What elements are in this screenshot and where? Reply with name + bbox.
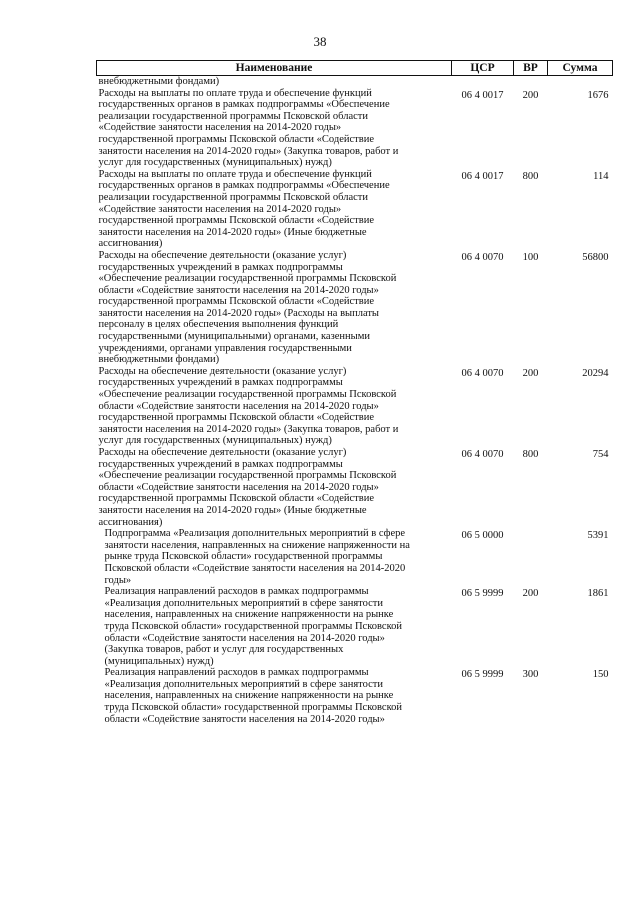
row-vr-cell: 800 [522,170,539,182]
row-name-line: Реализация направлений расходов в рамках подпрограммы [104,586,369,598]
row-name-line: «Содействие занятости населения на 2014-2020 годы» [98,203,342,215]
row-csr-cell: 06 4 0070 [461,251,504,263]
row-csr-cell: 06 5 9999 [461,588,504,600]
row-name-line: учреждениями, органами управления государственными [98,342,352,354]
table-row [97,366,613,447]
row-vr-cell: 800 [522,449,539,460]
row-sum-cell: 20294 [582,367,609,379]
table-row [97,586,613,667]
row-name-line: государственной программы Псковской области «Содействие [98,412,374,424]
row-name-line: занятости населения на 2014-2020 годы» (Закупка товаров, работ и [98,423,399,435]
row-sum-cell: 56800 [582,251,609,263]
page-number: 38 [313,34,327,49]
table-row [97,250,613,366]
row-name-line: ассигнования) [98,516,163,528]
table-header-row [97,61,613,76]
row-name-line: государственных учреждений в рамках подпрограммы [98,377,343,389]
row-sum-cell: 5391 [587,530,609,542]
table-row [97,76,613,88]
row-name-line: внебюджетными фондами) [98,76,220,87]
row-name-line: государственных учреждений в рамках подпрограммы [98,458,343,470]
row-name-line: реализации государственной программы Псковской области [98,110,368,122]
row-sum-cell [548,76,613,88]
table-row [97,88,613,169]
row-name-cell [97,250,452,366]
row-name-line: занятости населения, направленных на снижение напряженности на [104,539,410,551]
row-vr-cell: 300 [522,669,539,681]
row-vr-cell: 200 [522,89,539,101]
row-name-cell [97,366,452,447]
row-sum-cell: 754 [592,449,609,460]
row-name-line: области «Содействие занятости населения на 2014-2020 годы» [98,481,379,493]
row-name-line: Реализация направлений расходов в рамках подпрограммы [104,667,369,679]
row-name-line: занятости населения на 2014-2020 годы» (Иные бюджетные [98,226,367,238]
row-csr-cell: 06 4 0070 [461,367,504,379]
row-name-cell [97,528,452,586]
header-name: Наименование [97,61,452,76]
row-name-cell [97,667,452,725]
row-name-line: годы» [104,574,132,586]
row-name-line: занятости населения на 2014-2020 годы» (Закупка товаров, работ и [98,145,399,157]
row-csr-cell: 06 4 0070 [461,449,504,460]
row-name-line: рынке труда Псковской области» государственной программы [104,551,383,563]
row-sum-cell: 1676 [587,89,609,101]
row-name-line: Расходы на выплаты по оплате труда и обеспечение функций [98,168,372,180]
budget-table [96,60,613,725]
row-name-line: услуг для государственных (муниципальных) нужд) [98,157,332,169]
header-vr: ВР [514,61,548,76]
row-name-cell [97,88,452,169]
row-name-line: Расходы на выплаты по оплате труда и обеспечение функций [98,87,372,99]
row-name-line: ассигнования) [98,238,163,250]
row-name-line: Расходы на обеспечение деятельности (оказание услуг) [98,365,347,377]
table-row [97,447,613,528]
row-name-line: услуг для государственных (муниципальных) нужд) [98,435,332,447]
row-vr-cell [514,528,548,586]
row-name-line: Расходы на обеспечение деятельности (оказание услуг) [98,447,347,458]
row-name-line: (муниципальных) нужд) [104,655,214,667]
row-name-line: государственных учреждений в рамках подпрограммы [98,261,343,273]
row-name-line: труда Псковской области» государственной программы Псковской [104,620,403,632]
row-name-line: «Обеспечение реализации государственной программы Псковской [98,470,397,482]
row-sum-cell: 114 [593,170,609,182]
budget-table-container [96,60,612,725]
row-name-line: государственной программы Псковской области «Содействие [98,296,374,308]
row-csr-cell: 06 5 0000 [461,530,504,542]
row-name-line: персоналу в целях обеспечения выполнения функций [98,319,339,331]
table-row [97,667,613,725]
row-name-line: «Обеспечение реализации государственной программы Псковской [98,389,397,401]
row-name-line: «Реализация дополнительных мероприятий в сфере занятости [104,678,384,690]
row-name-line: области «Содействие занятости населения на 2014-2020 годы» [104,632,385,644]
row-name-line: области «Содействие занятости населения на 2014-2020 годы» [98,284,379,296]
row-name-line: Расходы на обеспечение деятельности (оказание услуг) [98,249,347,261]
row-name-line: внебюджетными фондами) [98,354,220,366]
table-body [97,76,613,726]
row-name-cell [97,586,452,667]
header-sum: Сумма [548,61,613,76]
row-name-line: населения, направленных на снижение напряженности на рынке [104,609,394,621]
row-name-line: государственной программы Псковской области «Содействие [98,133,374,145]
row-sum-cell: 150 [592,669,609,681]
row-name-line: «Содействие занятости населения на 2014-2020 годы» [98,122,342,134]
row-name-cell [97,76,452,88]
row-name-line: области «Содействие занятости населения на 2014-2020 годы» [98,400,379,412]
row-name-cell [97,169,452,250]
row-name-line: области «Содействие занятости населения на 2014-2020 годы» [104,713,385,725]
row-sum-cell: 1861 [587,588,609,600]
row-name-cell [97,447,452,528]
row-name-line: государственной программы Псковской области «Содействие [98,215,374,227]
table-row [97,169,613,250]
row-csr-cell: 06 4 0017 [461,170,504,182]
row-name-line: государственных органов в рамках подпрограммы «Обеспечение [98,99,390,111]
row-name-line: государственными (муниципальными) органами, казенными [98,331,370,343]
row-name-line: занятости населения на 2014-2020 годы» (Иные бюджетные [98,504,367,516]
row-name-line: Псковской области «Содействие занятости населения на 2014-2020 [104,562,406,574]
row-vr-cell: 100 [522,251,539,263]
row-vr-cell: 200 [522,367,539,379]
row-name-line: реализации государственной программы Псковской области [98,191,368,203]
header-csr: ЦСР [452,61,514,76]
row-name-line: Подпрограмма «Реализация дополнительных мероприятий в сфере [104,528,406,540]
row-csr-cell: 06 4 0017 [461,89,504,101]
row-csr-cell: 06 5 9999 [461,669,504,681]
row-name-line: труда Псковской области» государственной программы Псковской [104,702,403,714]
table-row [97,528,613,586]
row-name-line: (Закупка товаров, работ и услуг для государственных [104,644,344,656]
row-name-line: «Реализация дополнительных мероприятий в сфере занятости [104,597,384,609]
row-name-line: «Обеспечение реализации государственной программы Псковской [98,273,397,285]
row-vr-cell: 200 [522,588,539,600]
row-name-line: государственных органов в рамках подпрограммы «Обеспечение [98,180,390,192]
row-csr-cell [452,76,514,88]
row-name-line: населения, направленных на снижение напряженности на рынке [104,690,394,702]
row-name-line: занятости населения на 2014-2020 годы» (Расходы на выплаты [98,307,379,319]
row-vr-cell [514,76,548,88]
row-name-line: государственной программы Псковской области «Содействие [98,493,374,505]
